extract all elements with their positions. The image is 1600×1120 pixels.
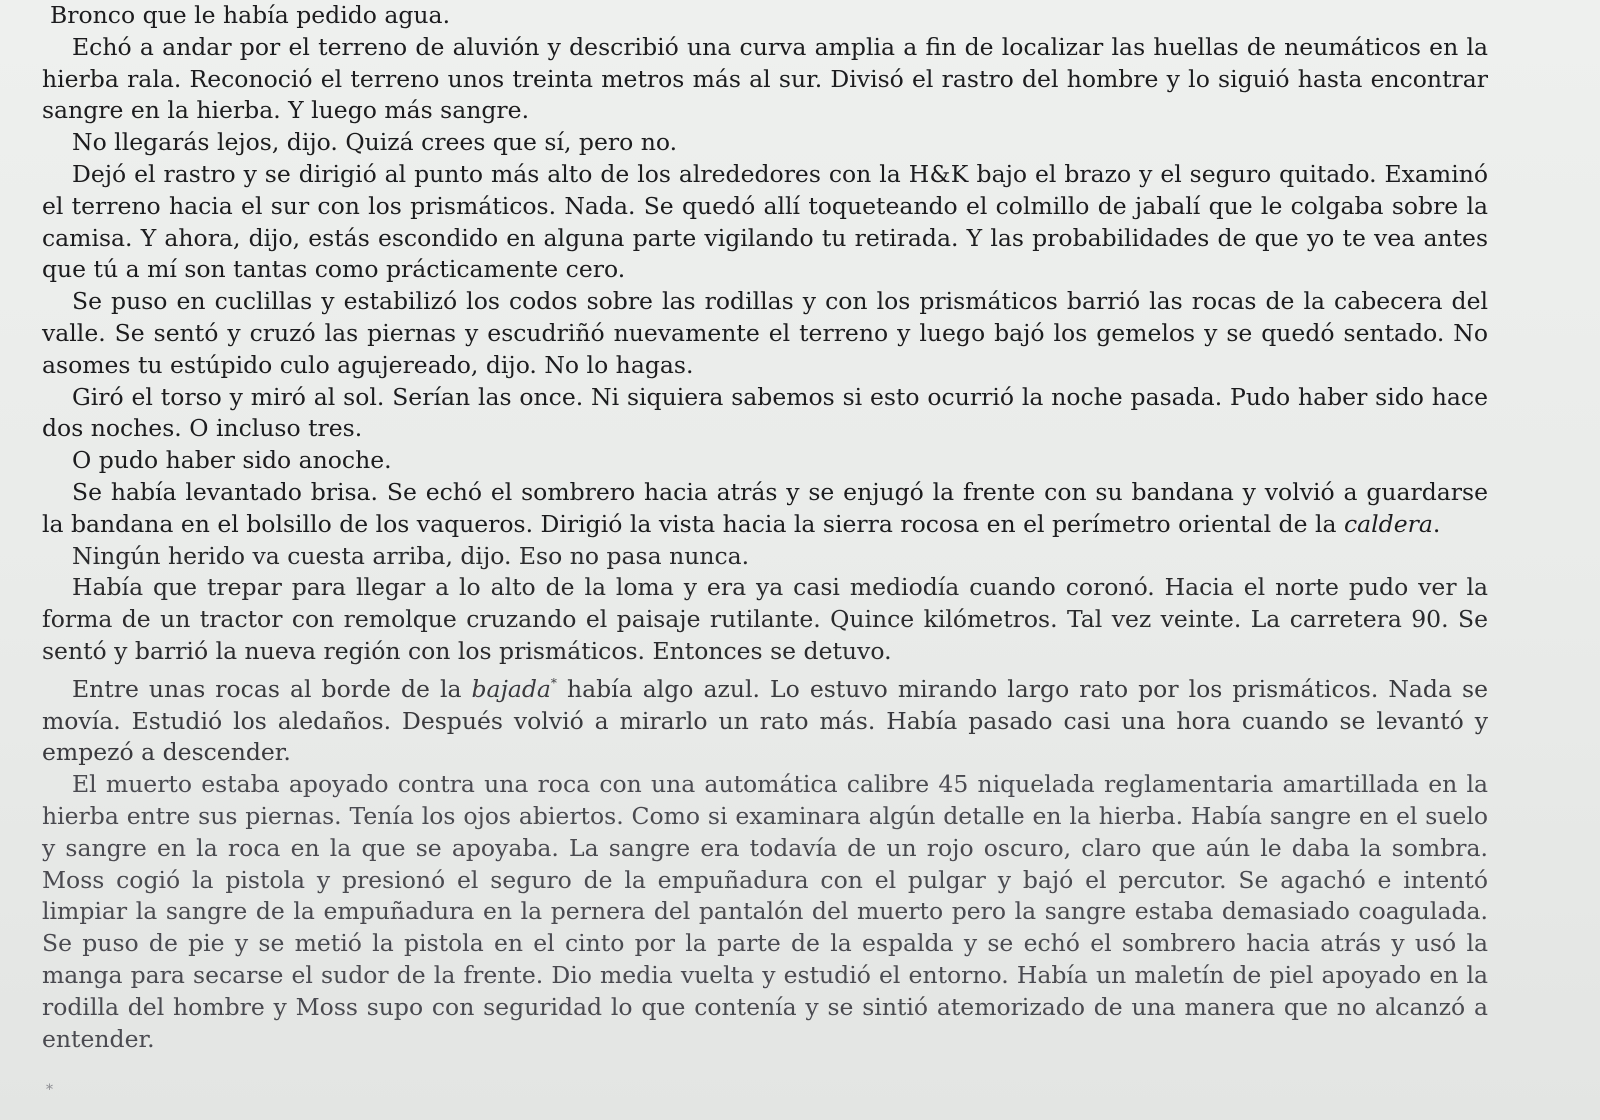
italic-term-caldera: caldera	[1343, 509, 1433, 538]
paragraph-1: Echó a andar por el terreno de aluvión y describió una curva amplia a fin de localizar las huellas de neumáticos en la hierba rala. Reconoció el terreno unos treinta metros más al sur. Divisó el rastro del hombre y lo siguió hasta encontrar sangre en la hierba. Y luego más sangre.	[42, 32, 1488, 125]
paragraph-3	[42, 159, 1488, 286]
italic-term-bajada: bajada	[471, 674, 551, 703]
paragraph-4: Se puso en cuclillas y estabilizó los codos sobre las rodillas y con los prismáticos barrió las rocas de la cabecera del valle. Se sentó y cruzó las piernas y escudriñó nuevamente el terreno y luego bajó los gemelos y se quedó sentado. No asomes tu estúpido culo agujereado, dijo. No lo hagas.	[42, 287, 1488, 379]
paragraph-9: Había que trepar para llegar a lo alto de la loma y era ya casi mediodía cuando coronó. Hacia el norte pudo ver la forma de un tractor con remolque cruzando el paisaje rutilante. Quince kilómetros. Tal vez veinte. La carretera 90. Se sentó y barrió la nueva región con los prismáticos. Entonces se detuvo.	[42, 573, 1488, 665]
weapon-abbreviation: H&K	[908, 159, 969, 188]
paragraph-3-text-a: Dejó el rastro y se dirigió al punto más alto de los alrededores con la	[72, 159, 909, 188]
paragraph-11: El muerto estaba apoyado contra una roca con una automática calibre 45 niquelada reglamentaria amartillada en la hierba entre sus piernas. Tenía los ojos abiertos. Como si examinara algún detalle en la hierba. Había sangre en el suelo y sangre en la roca en la que se apoyaba. La sangre era todavía de un rojo oscuro, claro que aún le daba la sombra. Moss cogió la pistola y presionó el seguro de la empuñadura con el pulgar y bajó el percutor. Se agachó e intentó limpiar la sangre de la empuñadura en la pernera del pantalón del muerto pero la sangre estaba demasiado coagulada. Se puso de pie y se metió la pistola en el cinto por la parte de la espalda y se echó el sombrero hacia atrás y usó la manga para secarse el sudor de la frente. Dio media vuelta y estudió el entorno. Había un maletín de piel apoyado en la rodilla del hombre y Moss supo con seguridad lo que contenía y se sintió atemorizado de una manera que no alcanzó a entender.	[42, 770, 1488, 1053]
paragraph-7	[42, 477, 1488, 541]
paragraph-10-text-a: Entre unas rocas al borde de la	[72, 674, 472, 703]
paragraph-7-text-a: Se había levantado brisa. Se echó el sombrero hacia atrás y se enjugó la frente con su bandana y volvió a guardarse la bandana en el bolsillo de los vaqueros. Dirigió la vista hacia la sierra rocosa en el perímetro oriental de la	[42, 477, 1488, 538]
paragraph-5: Giró el torso y miró al sol. Serían las once. Ni siquiera sabemos si esto ocurrió la noche pasada. Pudo haber sido hace dos noches. O incluso tres.	[42, 382, 1488, 443]
paragraph-10-text-b: había algo azul. Lo estuvo mirando largo rato por los prismáticos. Nada se movía. Estudió los aledaños. Después volvió a mirarlo un rato más. Había pasado casi una hora cuando se levantó y empezó a descender.	[42, 674, 1489, 767]
paragraph-3-text-b: bajo el brazo y el seguro quitado. Examinó el terreno hacia el sur con los prismáticos. Nada. Se quedó allí toqueteando el colmillo de jabalí que le colgaba sobre la camisa. Y ahora, dijo, estás escondido en alguna parte vigilando tu retirada. Y las probabilidades de que yo te vea antes que tú a mí son tantas como prácticamente cero.	[42, 159, 1488, 284]
footnote-reference: *	[550, 675, 557, 690]
book-page	[42, 0, 1488, 1055]
paragraph-2: No llegarás lejos, dijo. Quizá crees que sí, pero no.	[72, 128, 678, 157]
footnote-mark: *	[46, 1082, 53, 1098]
paragraph-10	[42, 668, 1488, 769]
paragraph-continuation: Bronco que le había pedido agua.	[50, 1, 451, 29]
paragraph-8: Ningún herido va cuesta arriba, dijo. Eso no pasa nunca.	[72, 541, 750, 570]
paragraph-7-text-b: .	[1432, 509, 1441, 538]
paragraph-6: O pudo haber sido anoche.	[72, 446, 392, 475]
